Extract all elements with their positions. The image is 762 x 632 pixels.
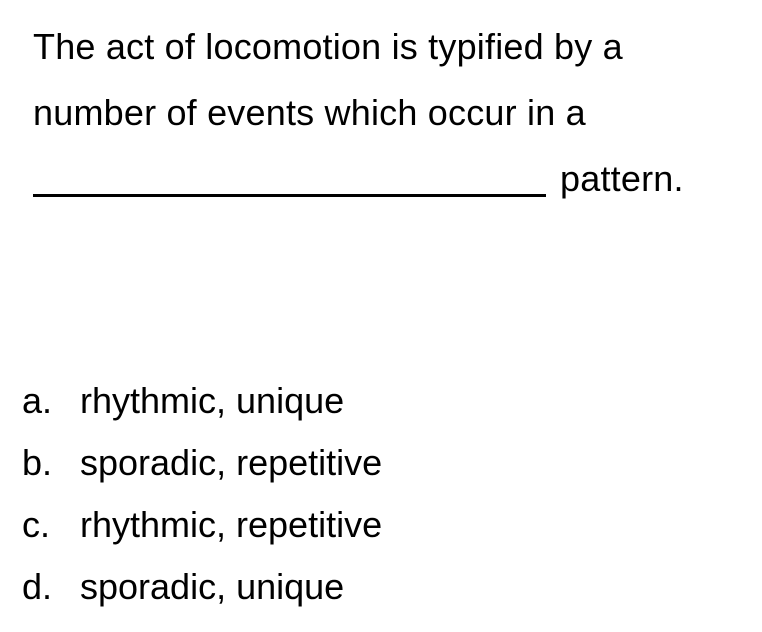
option-b[interactable] [22,432,382,494]
option-letter: c. [22,504,51,545]
question-line-2: number of events which occur in a [33,92,586,133]
option-letter: a. [22,380,53,421]
option-c[interactable] [22,494,382,556]
option-letter: b. [22,442,53,483]
option-d[interactable] [22,556,382,618]
option-text: sporadic, unique [80,566,345,607]
answer-blank [33,153,546,197]
question-line-3 [33,146,753,212]
question-line-1: The act of locomotion is typified by a [33,26,623,67]
option-letter: d. [22,566,53,607]
option-text: rhythmic, repetitive [80,504,383,545]
question-text [33,14,753,212]
answer-options [22,370,382,618]
option-a[interactable] [22,370,382,432]
option-text: sporadic, repetitive [80,442,383,483]
question-after-blank: pattern. [560,158,684,199]
option-text: rhythmic, unique [80,380,345,421]
